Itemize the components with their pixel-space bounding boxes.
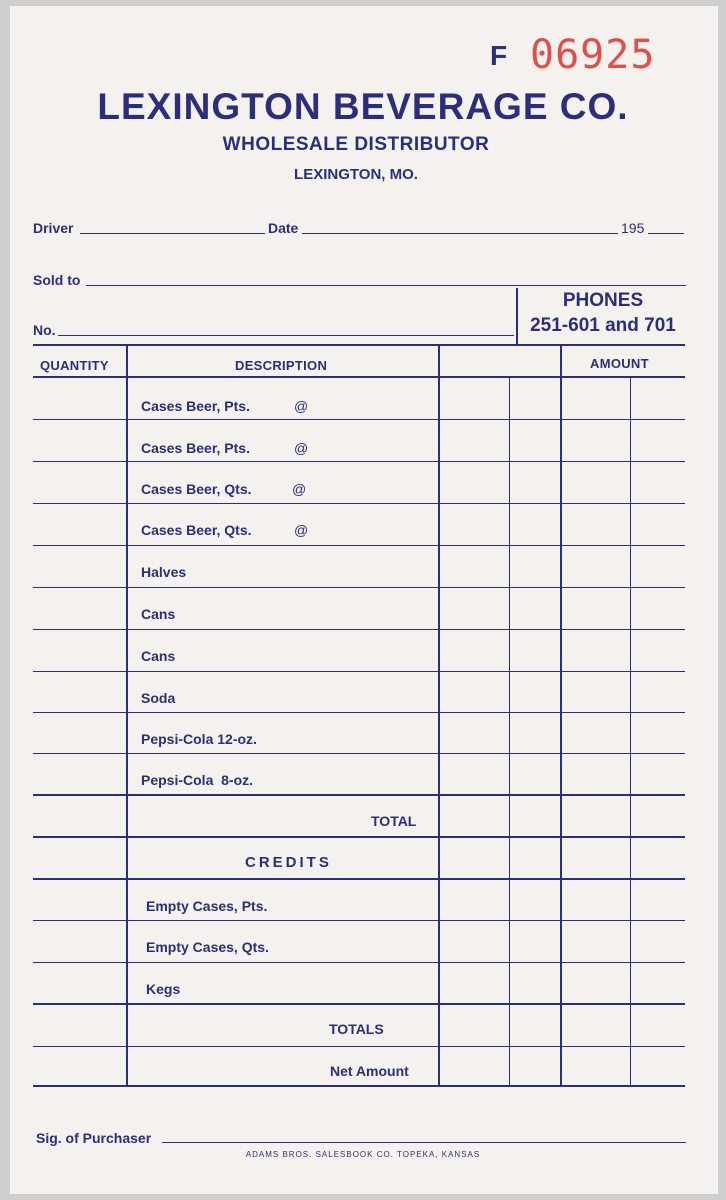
credits-bottom-border <box>33 878 685 880</box>
date-field[interactable] <box>302 233 618 234</box>
date-label: Date <box>268 220 299 236</box>
driver-field[interactable] <box>80 233 265 234</box>
item-label: Halves <box>141 564 187 580</box>
item-label: Cases Beer, Qts. <box>141 481 252 497</box>
company-name: LEXINGTON BEVERAGE CO. <box>97 86 629 127</box>
no-field[interactable] <box>58 335 514 336</box>
amount-column-line <box>560 346 562 1086</box>
phones-divider <box>516 288 518 344</box>
signature-label: Sig. of Purchaser <box>36 1130 152 1146</box>
header-bottom-border <box>33 376 685 378</box>
row-divider <box>33 671 685 672</box>
price-cents-line <box>509 378 510 1086</box>
serial-number: 06925 <box>530 32 656 78</box>
row-divider <box>33 1046 685 1047</box>
at-sign: @ <box>294 522 309 538</box>
driver-label: Driver <box>33 220 74 236</box>
at-sign: @ <box>294 398 309 414</box>
row-divider <box>33 712 685 713</box>
col-amount-header: AMOUNT <box>590 356 649 371</box>
row-divider <box>33 1003 685 1005</box>
table-bottom-border <box>33 1085 685 1087</box>
item-label: Cases Beer, Pts. <box>141 440 250 456</box>
printer-credit: ADAMS BROS. SALESBOOK CO. TOPEKA, KANSAS <box>245 1150 481 1159</box>
credits-heading: CREDITS <box>245 854 332 871</box>
item-label: Cases Beer, Qts. <box>141 522 252 538</box>
row-divider <box>33 962 685 963</box>
sold-to-field[interactable] <box>86 285 686 286</box>
col-quantity-header: QUANTITY <box>40 358 109 373</box>
row-divider <box>33 587 685 588</box>
credit-item-label: Empty Cases, Qts. <box>146 939 269 955</box>
amount-cents-line <box>630 378 631 1086</box>
year-field[interactable] <box>648 233 684 234</box>
year-label: 195 <box>621 220 645 236</box>
item-label: Pepsi-Cola 8-oz. <box>141 772 254 788</box>
phones-label: PHONES <box>562 290 644 311</box>
item-label: Cans <box>141 648 176 664</box>
quantity-column-line <box>126 346 128 1086</box>
row-divider <box>33 920 685 921</box>
row-divider <box>33 545 685 546</box>
no-label: No. <box>33 322 56 338</box>
phones-numbers: 251-601 and 701 <box>530 315 676 336</box>
row-divider <box>33 503 685 504</box>
sold-to-label: Sold to <box>33 272 81 288</box>
total-label: TOTAL <box>371 813 417 829</box>
net-amount-label: Net Amount <box>330 1063 409 1079</box>
row-divider <box>33 753 685 754</box>
total-bottom-border <box>33 836 685 838</box>
row-divider <box>33 794 685 796</box>
item-label: Soda <box>141 690 176 706</box>
invoice-paper <box>10 6 718 1194</box>
row-divider <box>33 461 685 462</box>
credit-item-label: Kegs <box>146 981 181 997</box>
serial-prefix: F <box>490 40 508 71</box>
row-divider <box>33 419 685 420</box>
at-sign: @ <box>292 481 307 497</box>
item-label: Cases Beer, Pts. <box>141 398 250 414</box>
signature-field[interactable] <box>162 1142 686 1143</box>
credit-item-label: Empty Cases, Pts. <box>146 898 268 914</box>
table-top-border <box>33 344 685 346</box>
item-label: Pepsi-Cola 12-oz. <box>141 731 257 747</box>
at-sign: @ <box>294 440 309 456</box>
row-divider <box>33 629 685 630</box>
company-city: LEXINGTON, MO. <box>294 166 418 183</box>
col-description-header: DESCRIPTION <box>235 358 328 373</box>
description-column-line <box>438 346 440 1086</box>
item-label: Cans <box>141 606 176 622</box>
totals-label: TOTALS <box>329 1021 384 1037</box>
company-subtitle: WHOLESALE DISTRIBUTOR <box>222 134 490 155</box>
